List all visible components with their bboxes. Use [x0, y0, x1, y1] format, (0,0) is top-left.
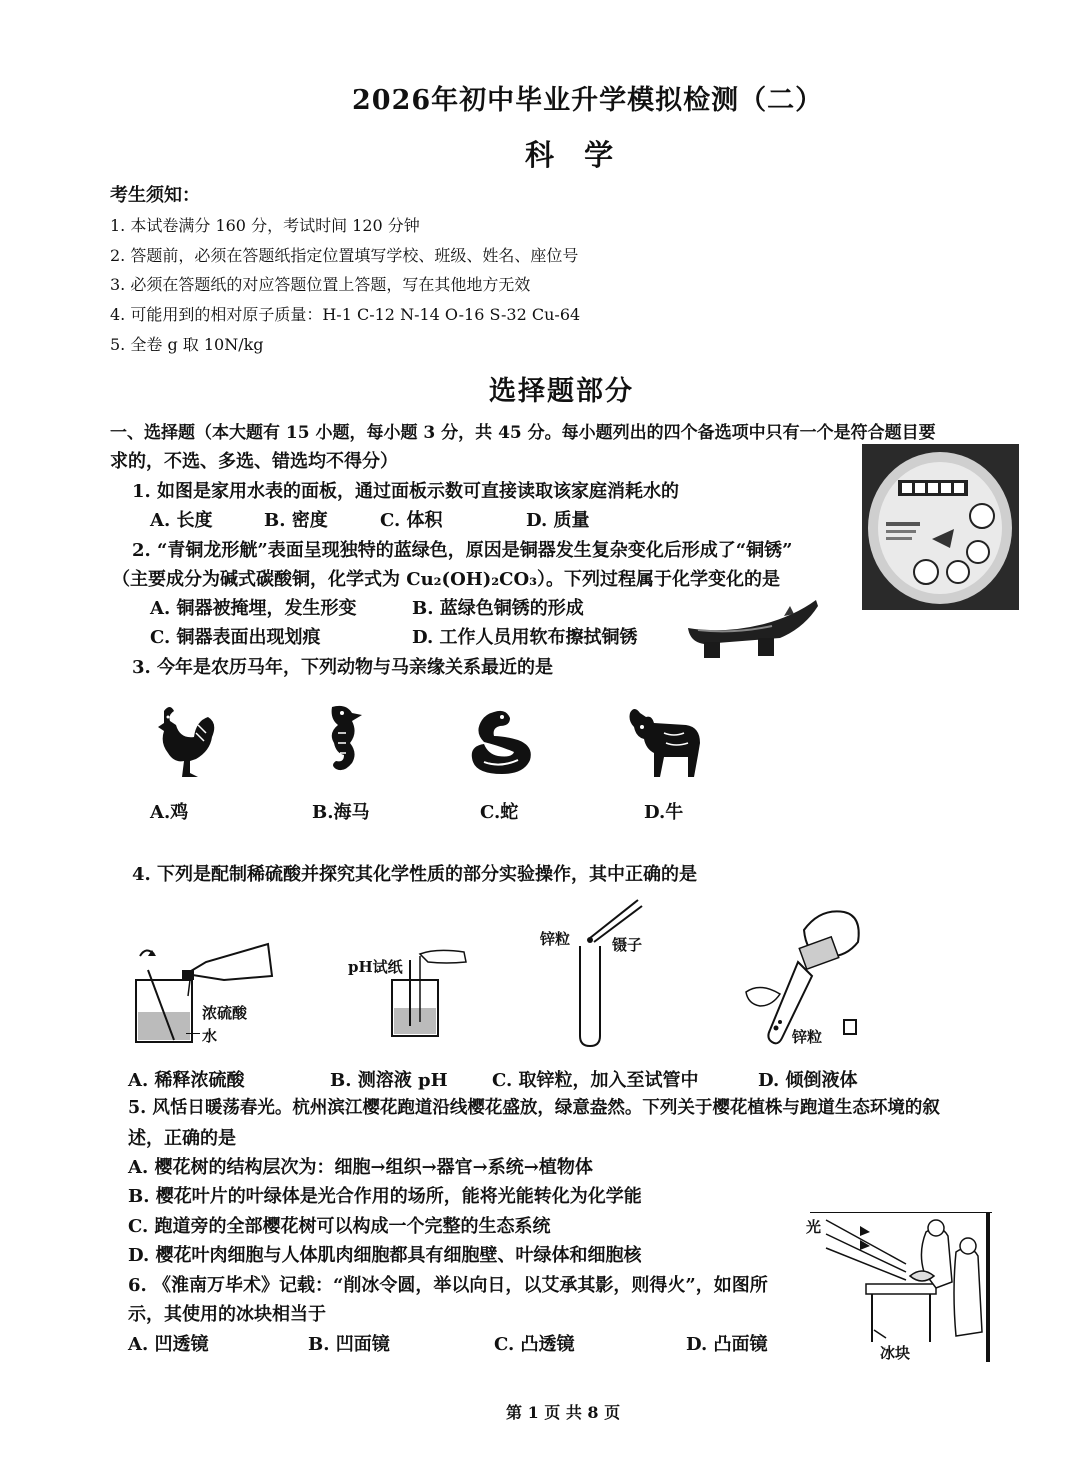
q5-option-d: D. 樱花叶肉细胞与人体肌肉细胞都具有细胞壁、叶绿体和细胞核	[128, 1245, 642, 1266]
q1-option-b: B. 密度	[264, 510, 328, 531]
q5-stem-line2: 述，正确的是	[128, 1128, 236, 1149]
q5-stem-line1: 5. 风恬日暖荡春光。杭州滨江樱花跑道沿线樱花盛放，绿意盎然。下列关于樱花植株与跑道生态环境的叙	[128, 1098, 940, 1118]
q5-option-c: C. 跑道旁的全部樱花树可以构成一个完整的生态系统	[128, 1216, 551, 1237]
q2-option-b: B. 蓝绿色铜锈的形成	[412, 598, 584, 619]
q4-stem: 4. 下列是配制稀硫酸并探究其化学性质的部分实验操作，其中正确的是	[132, 864, 698, 885]
q2-stem-line1: 2. “青铜龙形觥”表面呈现独特的蓝绿色，原因是铜器发生复杂变化后形成了“铜锈”	[132, 540, 793, 561]
page-footer: 第 1 页 共 8 页	[506, 1403, 621, 1422]
water-leader-line	[186, 1033, 200, 1034]
q6-option-a: A. 凹透镜	[128, 1334, 209, 1355]
q3-option-a: A.鸡	[150, 802, 189, 823]
q6-stem-line2: 示，其使用的冰块相当于	[128, 1304, 326, 1325]
notice-item-1: 1. 本试卷满分 160 分，考试时间 120 分钟	[110, 216, 420, 235]
label-concentrated-acid: 浓硫酸	[202, 1004, 248, 1022]
label-water: 水	[202, 1027, 218, 1045]
q4-option-b: B. 测溶液 pH	[330, 1070, 448, 1091]
pouring-diagram	[740, 902, 870, 1046]
label-tweezers: 镊子	[612, 936, 643, 954]
q4-option-c: C. 取锌粒，加入至试管中	[492, 1070, 699, 1091]
q4-option-d: D. 倾倒液体	[758, 1070, 858, 1091]
q2-option-d: D. 工作人员用软布擦拭铜锈	[412, 627, 638, 648]
zinc-tube-diagram	[560, 896, 670, 1050]
q3-stem: 3. 今年是农历马年，下列动物与马亲缘关系最近的是	[132, 657, 554, 678]
q6-stem-line1: 6. 《淮南万毕术》记载：“削冰令圆，举以向日，以艾承其影，则得火”，如图所	[128, 1275, 768, 1296]
label-zinc-2: 锌粒	[792, 1028, 823, 1046]
part1-intro-line1: 一、选择题（本大题有 15 小题，每小题 3 分，共 45 分。每小题列出的四个备选项中只有一个是符合题目要	[110, 423, 936, 443]
q6-option-c: C. 凸透镜	[494, 1334, 575, 1355]
water-meter-image	[862, 444, 1019, 610]
q1-stem: 1. 如图是家用水表的面板，通过面板示数可直接读取该家庭消耗水的	[132, 481, 680, 502]
label-ph-paper: pH试纸	[348, 958, 403, 976]
q1-option-d: D. 质量	[526, 510, 590, 531]
ox-icon	[624, 703, 706, 781]
ice-lens-illustration	[806, 1212, 996, 1362]
label-light: 光	[806, 1218, 822, 1236]
q5-option-b: B. 樱花叶片的叶绿体是光合作用的场所，能将光能转化为化学能	[128, 1186, 642, 1207]
q2-option-c: C. 铜器表面出现划痕	[150, 627, 321, 648]
rooster-icon	[146, 703, 220, 781]
notice-item-5: 5. 全卷 g 取 10N/kg	[110, 335, 264, 354]
snake-icon	[464, 706, 542, 778]
q2-option-a: A. 铜器被掩埋，发生形变	[150, 598, 357, 619]
notice-item-2: 2. 答题前，必须在答题纸指定位置填写学校、班级、姓名、座位号	[110, 246, 579, 265]
bronze-vessel-image	[684, 598, 820, 660]
section-title: 选择题部分	[489, 376, 634, 407]
label-zinc: 锌粒	[540, 930, 571, 948]
seahorse-icon	[318, 703, 368, 779]
notice-item-3: 3. 必须在答题纸的对应答题位置上答题，写在其他地方无效	[110, 275, 531, 294]
q1-option-c: C. 体积	[380, 510, 443, 531]
part1-intro-line2: 求的，不选、多选、错选均不得分）	[110, 451, 398, 472]
q4-option-a: A. 稀释浓硫酸	[128, 1070, 245, 1091]
label-ice-block: 冰块	[880, 1344, 911, 1362]
notice-heading: 考生须知：	[110, 185, 200, 206]
notice-item-4: 4. 可能用到的相对原子质量：H-1 C-12 N-14 O-16 S-32 Cu-64	[110, 305, 581, 324]
q3-option-c: C.蛇	[480, 802, 519, 823]
exam-title: 2026年初中毕业升学模拟检测（二）	[352, 85, 824, 116]
q1-option-a: A. 长度	[150, 510, 213, 531]
q3-option-d: D.牛	[644, 802, 684, 823]
q3-option-b: B.海马	[312, 802, 370, 823]
subject-title: 科 学	[525, 138, 624, 172]
q6-option-b: B. 凹面镜	[308, 1334, 390, 1355]
q5-option-a: A. 樱花树的结构层次为：细胞→组织→器官→系统→植物体	[128, 1157, 593, 1178]
q2-stem-line2: （主要成分为碱式碳酸铜，化学式为 Cu₂(OH)₂CO₃）。下列过程属于化学变化的是	[112, 569, 781, 590]
q6-option-d: D. 凸面镜	[686, 1334, 768, 1355]
